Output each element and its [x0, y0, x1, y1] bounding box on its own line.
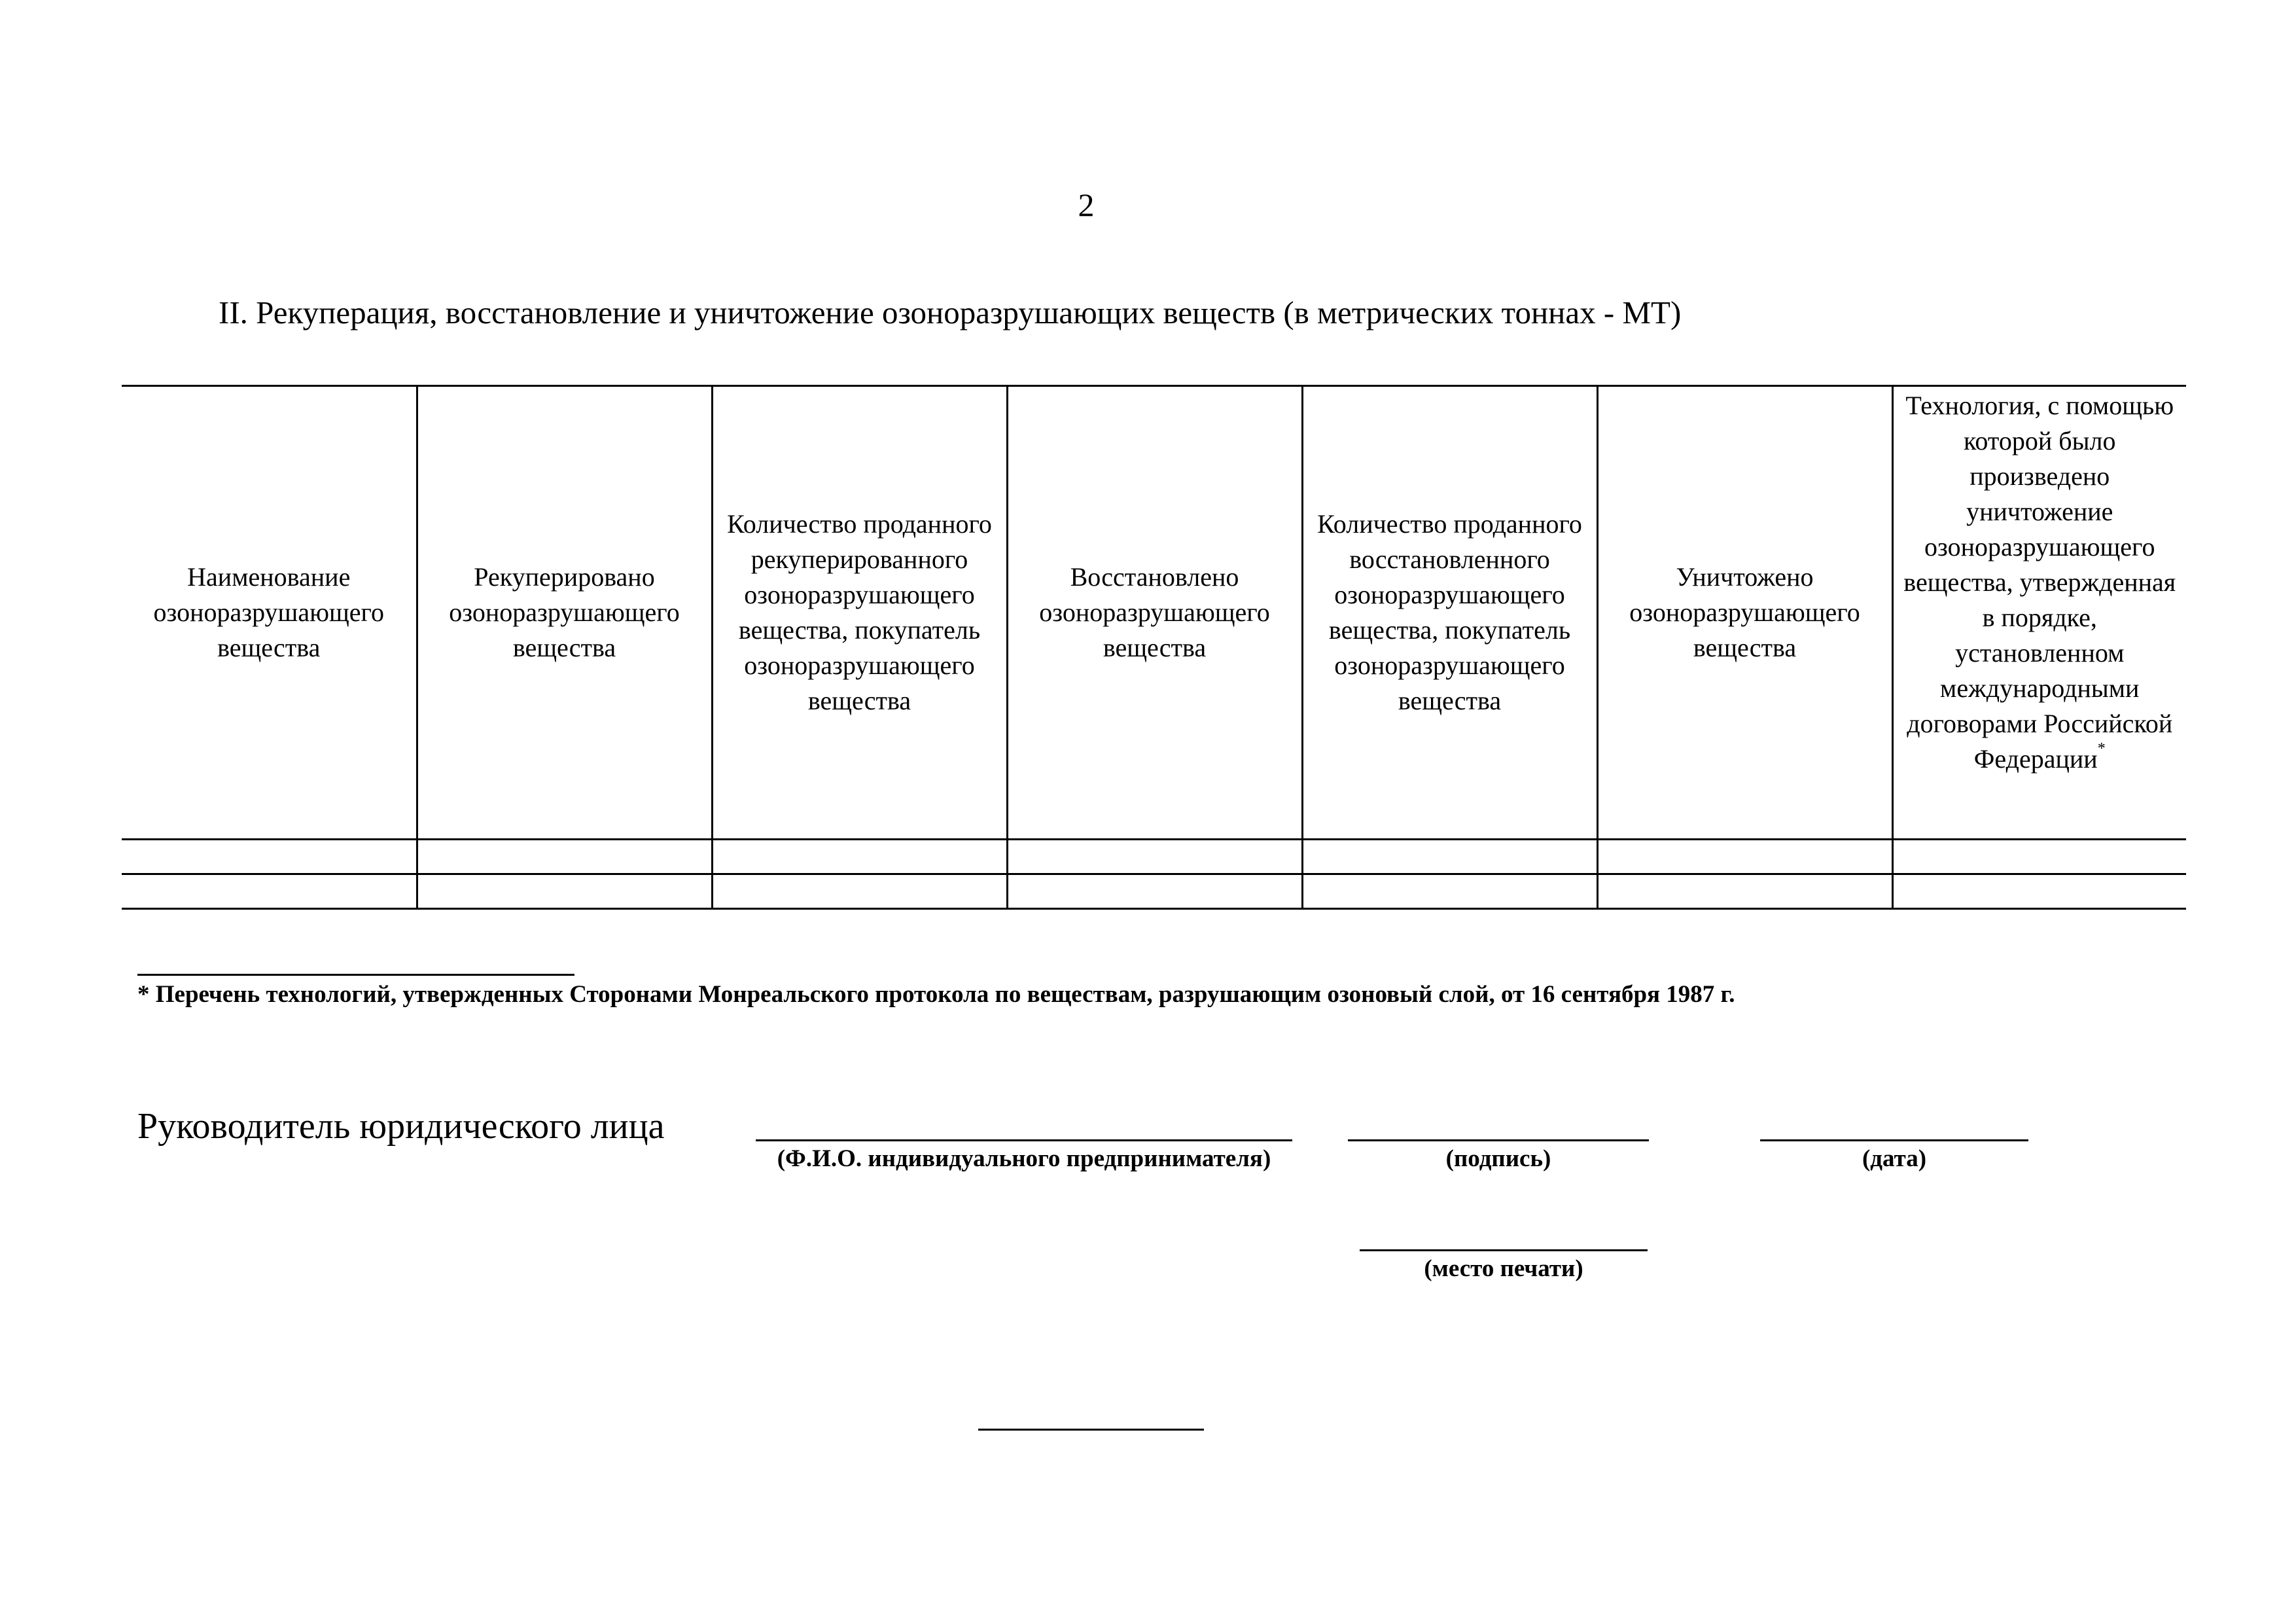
table-cell[interactable]: [1007, 840, 1302, 874]
table-cell[interactable]: [1597, 874, 1892, 909]
table-cell[interactable]: [417, 840, 712, 874]
bottom-divider: [978, 1429, 1204, 1431]
name-signature-line[interactable]: [756, 1139, 1292, 1141]
stamp-caption: (место печати): [1424, 1255, 1583, 1282]
page-number: 2: [1078, 187, 1095, 223]
footnote-text: * Перечень технологий, утвержденных Сторонами Монреальского протокола по веществам, разрушающим озоновый слой, от 16 сентября 1987 г.: [137, 981, 1735, 1008]
table-cell[interactable]: [122, 874, 417, 909]
table-cell[interactable]: [1007, 874, 1302, 909]
table-cell[interactable]: [712, 874, 1007, 909]
header-substance-name: Наименование озоноразрушающего вещества: [122, 386, 417, 840]
stamp-line[interactable]: [1360, 1249, 1648, 1251]
table-row: [122, 840, 2186, 874]
table-cell[interactable]: [122, 840, 417, 874]
table-cell[interactable]: [1892, 840, 2186, 874]
header-recovered: Рекуперировано озоноразрушающего вещества: [417, 386, 712, 840]
ods-recovery-table: [122, 385, 2186, 910]
date-caption: (дата): [1862, 1145, 1927, 1172]
signature-caption: (подпись): [1445, 1145, 1551, 1172]
signer-label: Руководитель юридического лица: [137, 1106, 665, 1147]
header-sold-reclaimed: Количество проданного восстановленного озоноразрушающего вещества, покупатель озоноразрушающего вещества: [1302, 386, 1597, 840]
header-destruction-technology-label: Технология, с помощью которой было произведено уничтожение озоноразрушающего вещества, утвержденная в порядке, установленном международными договорами Российской Федерации: [1903, 391, 2176, 774]
footnote-divider: [137, 974, 574, 976]
header-reclaimed: Восстановлено озоноразрушающего вещества: [1007, 386, 1302, 840]
table-cell[interactable]: [1302, 874, 1597, 909]
header-destruction-technology: [1892, 386, 2186, 840]
table-header-row: [122, 386, 2186, 840]
table-cell[interactable]: [712, 840, 1007, 874]
table-cell[interactable]: [1892, 874, 2186, 909]
header-destroyed: Уничтожено озоноразрушающего вещества: [1597, 386, 1892, 840]
footnote-mark: *: [2097, 740, 2106, 757]
header-sold-recovered: Количество проданного рекуперированного озоноразрушающего вещества, покупатель озоноразрушающего вещества: [712, 386, 1007, 840]
date-line[interactable]: [1760, 1139, 2028, 1141]
signature-line[interactable]: [1348, 1139, 1649, 1141]
section-title: II. Рекуперация, восстановление и уничтожение озоноразрушающих веществ (в метрических тоннах - МТ): [219, 294, 1682, 330]
table-cell[interactable]: [1597, 840, 1892, 874]
table-cell[interactable]: [1302, 840, 1597, 874]
table-row: [122, 874, 2186, 909]
table-cell[interactable]: [417, 874, 712, 909]
name-caption: (Ф.И.О. индивидуального предпринимателя): [777, 1145, 1271, 1172]
